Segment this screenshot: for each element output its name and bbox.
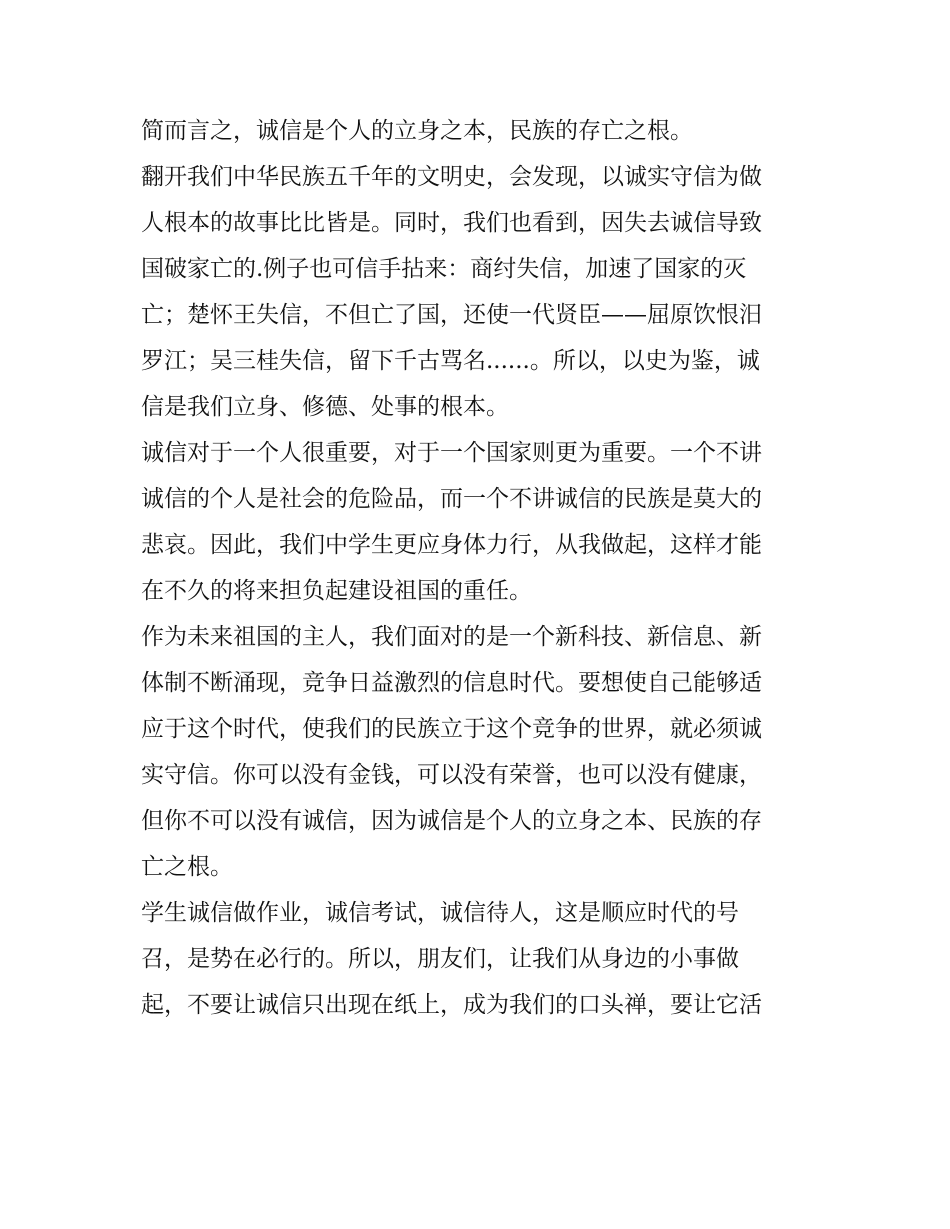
text-line: 罗江；吴三桂失信，留下千古骂名......。所以，以史为鉴，诚 (141, 348, 760, 374)
text-line: 实守信。你可以没有金钱，可以没有荣誉，也可以没有健康， (141, 762, 762, 788)
text-line: 召，是势在必行的。所以，朋友们，让我们从身边的小事做 (141, 946, 739, 972)
text-line: 在不久的将来担负起建设祖国的重任。 (141, 578, 532, 604)
text-line: 作为未来祖国的主人，我们面对的是一个新科技、新信息、新 (141, 624, 762, 650)
text-line: 亡之根。 (141, 854, 233, 880)
text-line: 信是我们立身、修德、处事的根本。 (141, 394, 509, 420)
text-line: 学生诚信做作业，诚信考试，诚信待人，这是顺应时代的号 (141, 900, 739, 926)
text-line: 诚信对于一个人很重要，对于一个国家则更为重要。一个不讲 (141, 440, 762, 466)
text-line: 翻开我们中华民族五千年的文明史，会发现，以诚实守信为做 (141, 164, 762, 190)
text-line: 起，不要让诚信只出现在纸上，成为我们的口头禅，要让它活 (141, 992, 762, 1018)
text-line: 应于这个时代，使我们的民族立于这个竞争的世界，就必须诚 (141, 716, 762, 742)
text-line: 悲哀。因此，我们中学生更应身体力行，从我做起，这样才能 (141, 532, 762, 558)
text-line: 亡；楚怀王失信，不但亡了国，还使一代贤臣——屈原饮恨汨 (141, 302, 762, 328)
text-line: 人根本的故事比比皆是。同时，我们也看到，因失去诚信导致 (141, 210, 762, 236)
text-line: 体制不断涌现，竞争日益激烈的信息时代。要想使自己能够适 (141, 670, 762, 696)
text-line: 诚信的个人是社会的危险品，而一个不讲诚信的民族是莫大的 (141, 486, 762, 512)
text-line: 国破家亡的.例子也可信手拈来：商纣失信，加速了国家的灭 (141, 256, 747, 282)
text-line: 简而言之，诚信是个人的立身之本，民族的存亡之根。 (141, 118, 693, 144)
document-body (141, 108, 813, 1028)
text-line: 但你不可以没有诚信，因为诚信是个人的立身之本、民族的存 (141, 808, 762, 834)
